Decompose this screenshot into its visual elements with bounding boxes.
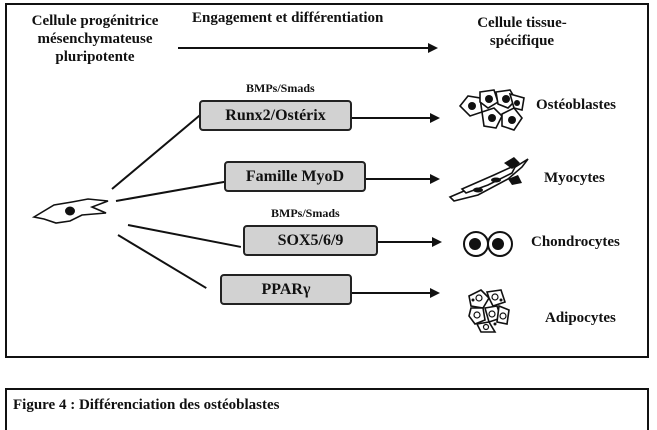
process-label: Engagement et différentiation: [192, 10, 384, 26]
factor-box-ppar: PPARγ: [220, 274, 352, 305]
chondrocyte-icon: [462, 229, 514, 259]
adipocyte-icon: [465, 288, 513, 334]
arrow-adipocyte: [352, 292, 438, 294]
process-arrow: [178, 47, 436, 49]
factor-box-myod: Famille MyoD: [224, 161, 366, 192]
figure-caption: Figure 4 : Différenciation des ostéoblastes: [13, 397, 280, 413]
cell-type-myocytes: Myocytes: [544, 170, 605, 186]
cell-type-osteoblastes: Ostéoblastes: [536, 97, 616, 113]
arrow-chondrocyte: [378, 241, 440, 243]
myocyte-icon: [448, 155, 530, 203]
signal-label-3: BMPs/Smads: [271, 206, 340, 220]
arrow-osteoblast: [352, 117, 438, 119]
source-label: Cellule progénitrice mésenchymateuse pluripotente: [31, 13, 159, 65]
osteoblast-icon: [458, 86, 528, 136]
progenitor-cell-icon: [32, 197, 116, 225]
target-label: Cellule tissue-spécifique: [477, 15, 567, 49]
cell-type-adipocytes: Adipocytes: [545, 310, 616, 326]
signal-label-1: BMPs/Smads: [246, 81, 315, 95]
arrow-myocyte: [366, 178, 438, 180]
cell-type-chondrocytes: Chondrocytes: [531, 234, 620, 250]
factor-box-sox: SOX5/6/9: [243, 225, 378, 256]
factor-box-runx2: Runx2/Ostérix: [199, 100, 352, 131]
